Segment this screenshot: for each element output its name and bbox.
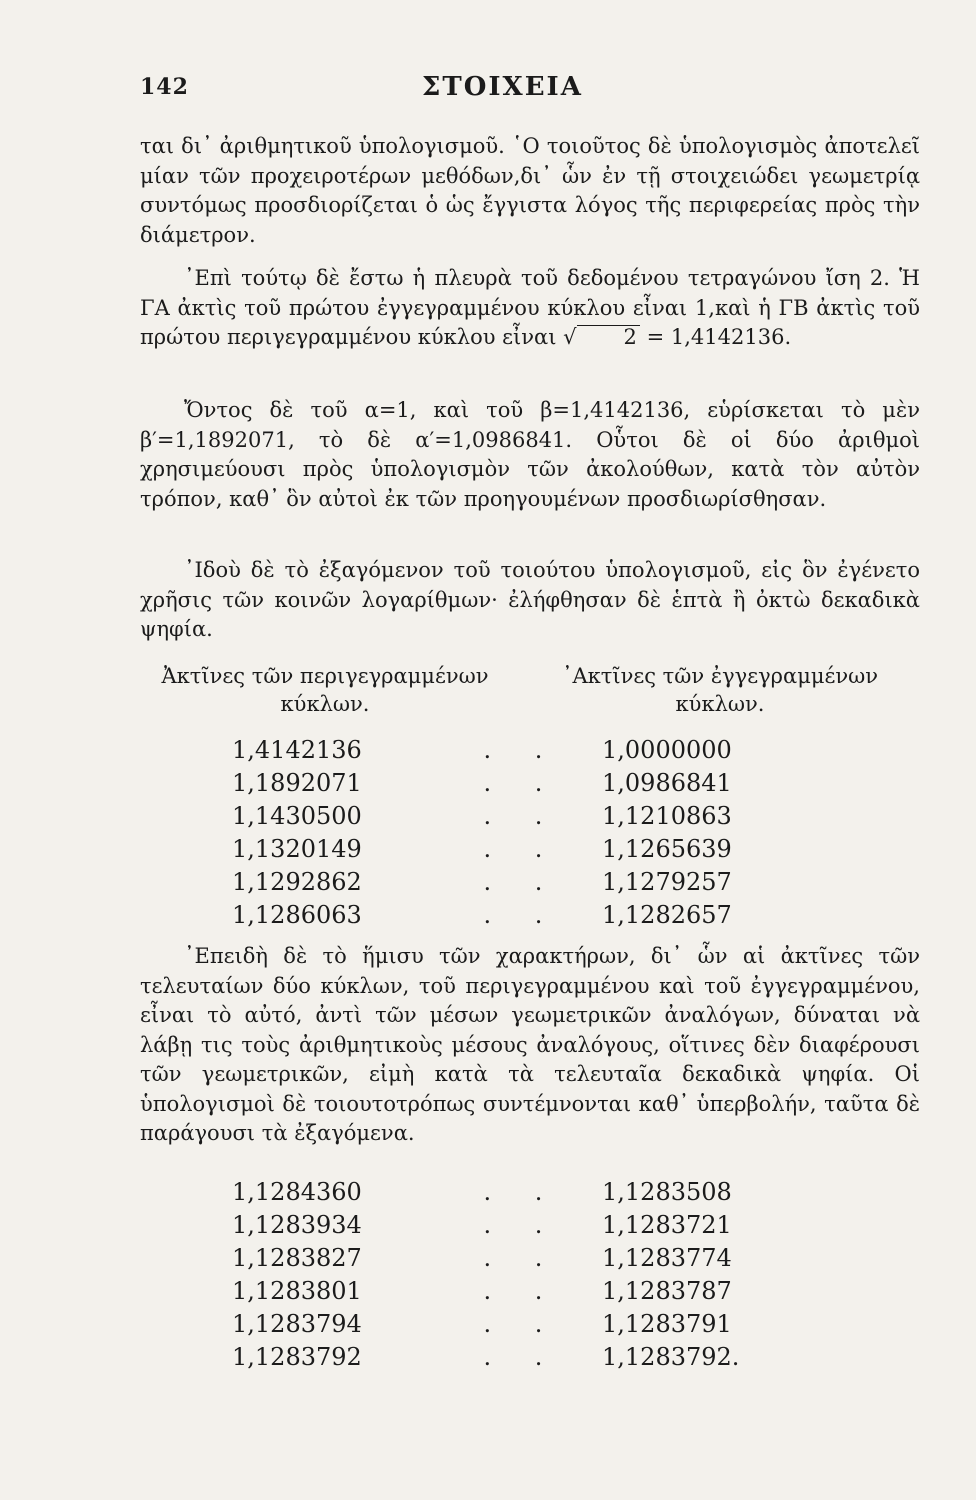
- inscribed-radius: 1,1283787: [602, 1277, 732, 1305]
- circumscribed-radius: 1,1430500: [232, 802, 362, 830]
- circumscribed-radius: 1,1284360: [232, 1178, 362, 1206]
- circumscribed-radius: 1,1892071: [232, 769, 362, 797]
- inscribed-radius: 1,1283791: [602, 1310, 732, 1338]
- table-row: [232, 866, 822, 899]
- inscribed-radius: 1,1282657: [602, 901, 732, 929]
- table-row: [232, 1242, 822, 1275]
- leader-dots: . .: [483, 835, 561, 863]
- paragraph-2-text: ᾽Επὶ τούτῳ δὲ ἔστω ἡ πλευρὰ τοῦ δεδομένου τετραγώνου ἴση 2. Ἡ ΓΑ ἀκτὶς τοῦ πρώτου ἐγγεγραμμένου κύκλου εἶναι 1,καὶ ἡ ΓΒ ἀκτὶς τοῦ πρώτου περιγεγραμμένου κύκλου εἶναι √ 2 = 1,4142136.: [140, 266, 920, 349]
- table-row: [232, 1176, 822, 1209]
- inscribed-radius: 1,1283774: [602, 1244, 732, 1272]
- inscribed-radius: 1,1265639: [602, 835, 732, 863]
- table-row: [232, 833, 822, 866]
- table-row: [232, 899, 822, 932]
- inscribed-radius: 1,0986841: [602, 769, 732, 797]
- paragraph-5: [140, 942, 920, 1149]
- inscribed-radius: 1,1283792.: [602, 1343, 740, 1371]
- page-number: 142: [140, 74, 189, 100]
- table-row: [232, 800, 822, 833]
- leader-dots: . .: [483, 1211, 561, 1239]
- inscribed-radius: 1,1283721: [602, 1211, 732, 1239]
- leader-dots: . .: [483, 1343, 561, 1371]
- paragraph-4-text: ᾽Ιδοὺ δὲ τὸ ἐξαγόμενον τοῦ τοιούτου ὑπολογισμοῦ, εἰς ὃν ἐγένετο χρῆσις τῶν κοινῶν λογαρίθμων· ἐλήφθησαν δὲ ἑπτὰ ἢ ὀκτὼ δεκαδικὰ ψηφία.: [140, 558, 920, 641]
- circumscribed-radius: 1,1292862: [232, 868, 362, 896]
- leader-dots: . .: [483, 1310, 561, 1338]
- circumscribed-radius: 1,1283827: [232, 1244, 362, 1272]
- paragraph-3-text: Ὄντος δὲ τοῦ α=1, καὶ τοῦ β=1,4142136, εὑρίσκεται τὸ μὲν β′=1,1892071, τὸ δὲ α′=1,0986841. Οὗτοι δὲ οἱ δύο ἀριθμοὶ χρησιμεύουσι πρὸς ὑπολογισμὸν τῶν ἀκολούθων, κατὰ τὸν αὐτὸν τρόπον, καθ᾽ ὃν αὐτοὶ ἐκ τῶν προηγουμένων προσδιωρίσθησαν.: [140, 398, 920, 511]
- inscribed-radius: 1,0000000: [602, 736, 732, 764]
- leader-dots: . .: [483, 769, 561, 797]
- inscribed-header-line2: κύκλων.: [675, 692, 765, 716]
- table-row: [232, 734, 822, 767]
- circumscribed-radius: 1,1283792: [232, 1343, 362, 1371]
- table-row: [232, 1275, 822, 1308]
- circumscribed-radius: 1,1283801: [232, 1277, 362, 1305]
- radii-table-1: [232, 734, 822, 932]
- inscribed-radius: 1,1279257: [602, 868, 732, 896]
- paragraph-5-text: ᾽Επειδὴ δὲ τὸ ἥμισυ τῶν χαρακτήρων, δι᾽ ὧν αἱ ἀκτῖνες τῶν τελευταίων δύο κύκλων, τοῦ περιγεγραμμένου καὶ τοῦ ἐγγεγραμμένου, εἶναι τὸ αὐτό, ἀντὶ τῶν μέσων γεωμετρικῶν ἀναλόγων, δύναται νὰ λάβῃ τις τοὺς ἀριθμητικοὺς μέσους ἀναλόγους, οἵτινες δὲν διαφέρουσι τῶν γεωμετρικῶν, εἰμὴ κατὰ τὰ τελευταῖα δεκαδικὰ ψηφία. Οἱ ὑπολογισμοὶ δὲ τοιουτοτρόπως συντέμνονται καθ᾽ ὑπερβολήν, ταῦτα δὲ παράγουσι τὰ ἐξαγόμενα.: [140, 944, 920, 1145]
- leader-dots: . .: [483, 736, 561, 764]
- leader-dots: . .: [483, 1277, 561, 1305]
- radii-table-2: [232, 1176, 822, 1374]
- circumscribed-radius: 1,1283794: [232, 1310, 362, 1338]
- leader-dots: . .: [483, 901, 561, 929]
- inscribed-header: [530, 662, 910, 718]
- paragraph-4: [140, 556, 920, 645]
- circumscribed-radius: 1,1283934: [232, 1211, 362, 1239]
- circumscribed-radius: 1,4142136: [232, 736, 362, 764]
- table-row: [232, 1209, 822, 1242]
- paragraph-2: [140, 264, 920, 353]
- circumscribed-radius: 1,1320149: [232, 835, 362, 863]
- leader-dots: . .: [483, 868, 561, 896]
- table-row: [232, 767, 822, 800]
- running-title: ΣΤΟΙΧΕΙΑ: [422, 72, 583, 102]
- leader-dots: . .: [483, 802, 561, 830]
- circumscribed-radius: 1,1286063: [232, 901, 362, 929]
- inscribed-radius: 1,1283508: [602, 1178, 732, 1206]
- sqrt-radicand: 2: [577, 325, 640, 348]
- paragraph-2-post: = 1,4142136.: [646, 325, 792, 349]
- inscribed-header-line1: ᾽Ακτῖνες τῶν ἐγγεγραμμένων: [561, 664, 879, 688]
- circumscribed-header: [140, 662, 510, 718]
- table-row: [232, 1341, 822, 1374]
- circumscribed-header-line1: Ἀκτῖνες τῶν περιγεγραμμένων: [161, 664, 489, 688]
- paragraph-2-pre: ᾽Επὶ τούτῳ δὲ ἔστω ἡ πλευρὰ τοῦ δεδομένου τετραγώνου ἴση 2. Ἡ ΓΑ ἀκτὶς τοῦ πρώτου ἐγγεγραμμένου κύκλου εἶναι 1,καὶ ἡ ΓΒ ἀκτὶς τοῦ πρώτου περιγεγραμμένου κύκλου εἶναι: [140, 266, 920, 349]
- paragraph-3: [140, 396, 920, 514]
- leader-dots: . .: [483, 1178, 561, 1206]
- paragraph-1-text: ται δι᾽ ἀριθμητικοῦ ὑπολογισμοῦ. ῾Ο τοιοῦτος δὲ ὑπολογισμὸς ἀποτελεῖ μίαν τῶν προχειροτέρων μεθόδων,δι᾽ ὧν ἐν τῇ στοιχειώδει γεωμετρίᾳ συντόμως προσδιορίζεται ὁ ὡς ἔγγιστα λόγος τῆς περιφερείας πρὸς τὴν διάμετρον.: [140, 134, 920, 247]
- page-header: [140, 70, 900, 106]
- table-row: [232, 1308, 822, 1341]
- leader-dots: . .: [483, 1244, 561, 1272]
- circumscribed-header-line2: κύκλων.: [280, 692, 370, 716]
- inscribed-radius: 1,1210863: [602, 802, 732, 830]
- paragraph-1: [140, 132, 920, 250]
